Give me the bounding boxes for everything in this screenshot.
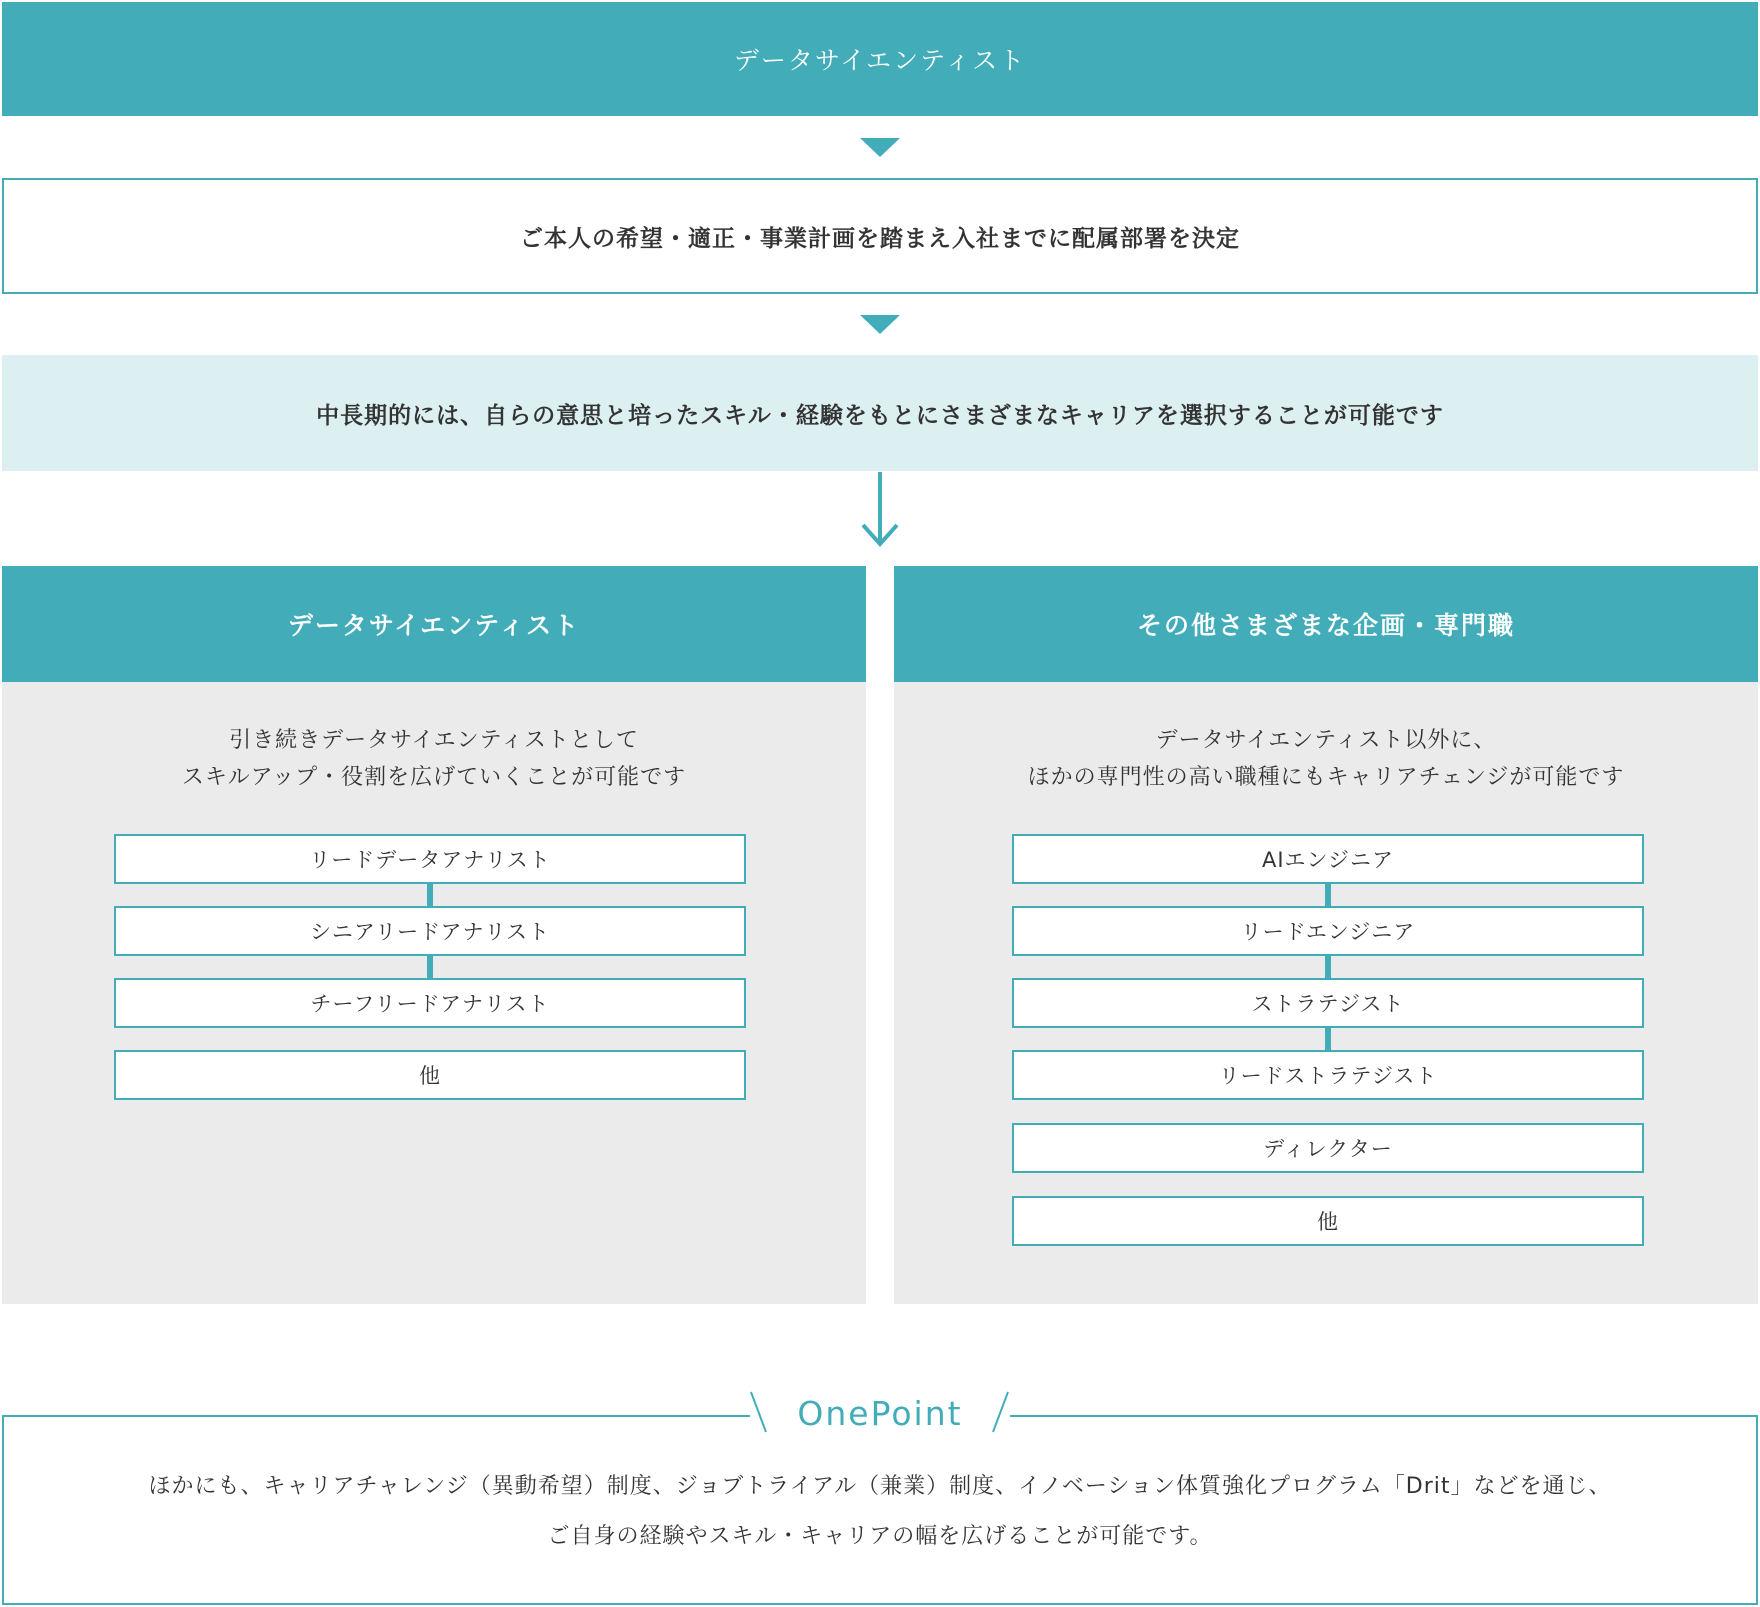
role-box: [1012, 978, 1644, 1028]
right-desc-line2: ほかの専門性の高い職種にもキャリアチェンジが可能です: [1027, 765, 1625, 790]
connector-line: [1325, 884, 1331, 906]
role-box: [114, 1050, 746, 1100]
role-box: [114, 978, 746, 1028]
role-box: [1012, 1196, 1644, 1246]
role-label: シニアリードアナリスト: [309, 920, 551, 944]
role-box: [114, 906, 746, 956]
left-panel-description: [2, 722, 866, 796]
role-label: 他: [1317, 1210, 1339, 1234]
role-box: [1012, 1123, 1644, 1173]
down-triangle-icon: [860, 138, 900, 157]
decision-text: ご本人の希望・適正・事業計画を踏まえ入社までに配属部署を決定: [520, 225, 1240, 252]
role-box: [114, 834, 746, 884]
connector-line: [427, 884, 433, 906]
right-panel-title: その他さまざまな企画・専門職: [1136, 611, 1515, 640]
role-box: [1012, 906, 1644, 956]
role-label: AIエンジニア: [1261, 848, 1395, 872]
onepoint-description: [2, 1462, 1758, 1562]
top-header: [2, 2, 1758, 116]
onepoint-title-text: OnePoint: [797, 1393, 963, 1433]
left-desc-line2: スキルアップ・役割を広げていくことが可能です: [181, 765, 687, 790]
connector-line: [1325, 1028, 1331, 1050]
down-triangle-icon: [860, 315, 900, 334]
onepoint-line1: ほかにも、キャリアチャレンジ（異動希望）制度、ジョブトライアル（兼業）制度、イノベーション体質強化プログラム「Drit」などを通じ、: [148, 1474, 1612, 1499]
role-label: ストラテジスト: [1251, 992, 1405, 1016]
onepoint-title: [760, 1388, 1000, 1438]
right-panel-description: [894, 722, 1758, 796]
long-term-box: [2, 355, 1758, 471]
role-label: チーフリードアナリスト: [310, 992, 550, 1016]
role-label: リードデータアナリスト: [309, 848, 551, 872]
right-desc-line1: データサイエンティスト以外に、: [1155, 728, 1497, 753]
role-box: [1012, 1050, 1644, 1100]
connector-line: [1325, 956, 1331, 978]
right-panel-header: [894, 566, 1758, 682]
left-desc-line1: 引き続きデータサイエンティストとして: [229, 728, 639, 753]
left-panel-body: [2, 682, 866, 1304]
right-panel-body: [894, 682, 1758, 1304]
down-arrow-icon: [858, 470, 902, 550]
role-box: [1012, 834, 1644, 884]
role-label: リードエンジニア: [1240, 920, 1416, 944]
decision-box: [2, 178, 1758, 294]
onepoint-line2: ご自身の経験やスキル・キャリアの幅を広げることが可能です。: [547, 1524, 1213, 1549]
left-panel-header: [2, 566, 866, 682]
left-panel-title: データサイエンティスト: [287, 611, 581, 640]
role-label: 他: [419, 1064, 441, 1088]
connector-line: [427, 956, 433, 978]
role-label: リードストラテジスト: [1218, 1064, 1438, 1088]
long-term-text: 中長期的には、自らの意思と培ったスキル・経験をもとにさまざまなキャリアを選択することが可能です: [316, 402, 1444, 429]
role-label: ディレクター: [1263, 1137, 1393, 1161]
top-header-title: データサイエンティスト: [733, 46, 1027, 75]
